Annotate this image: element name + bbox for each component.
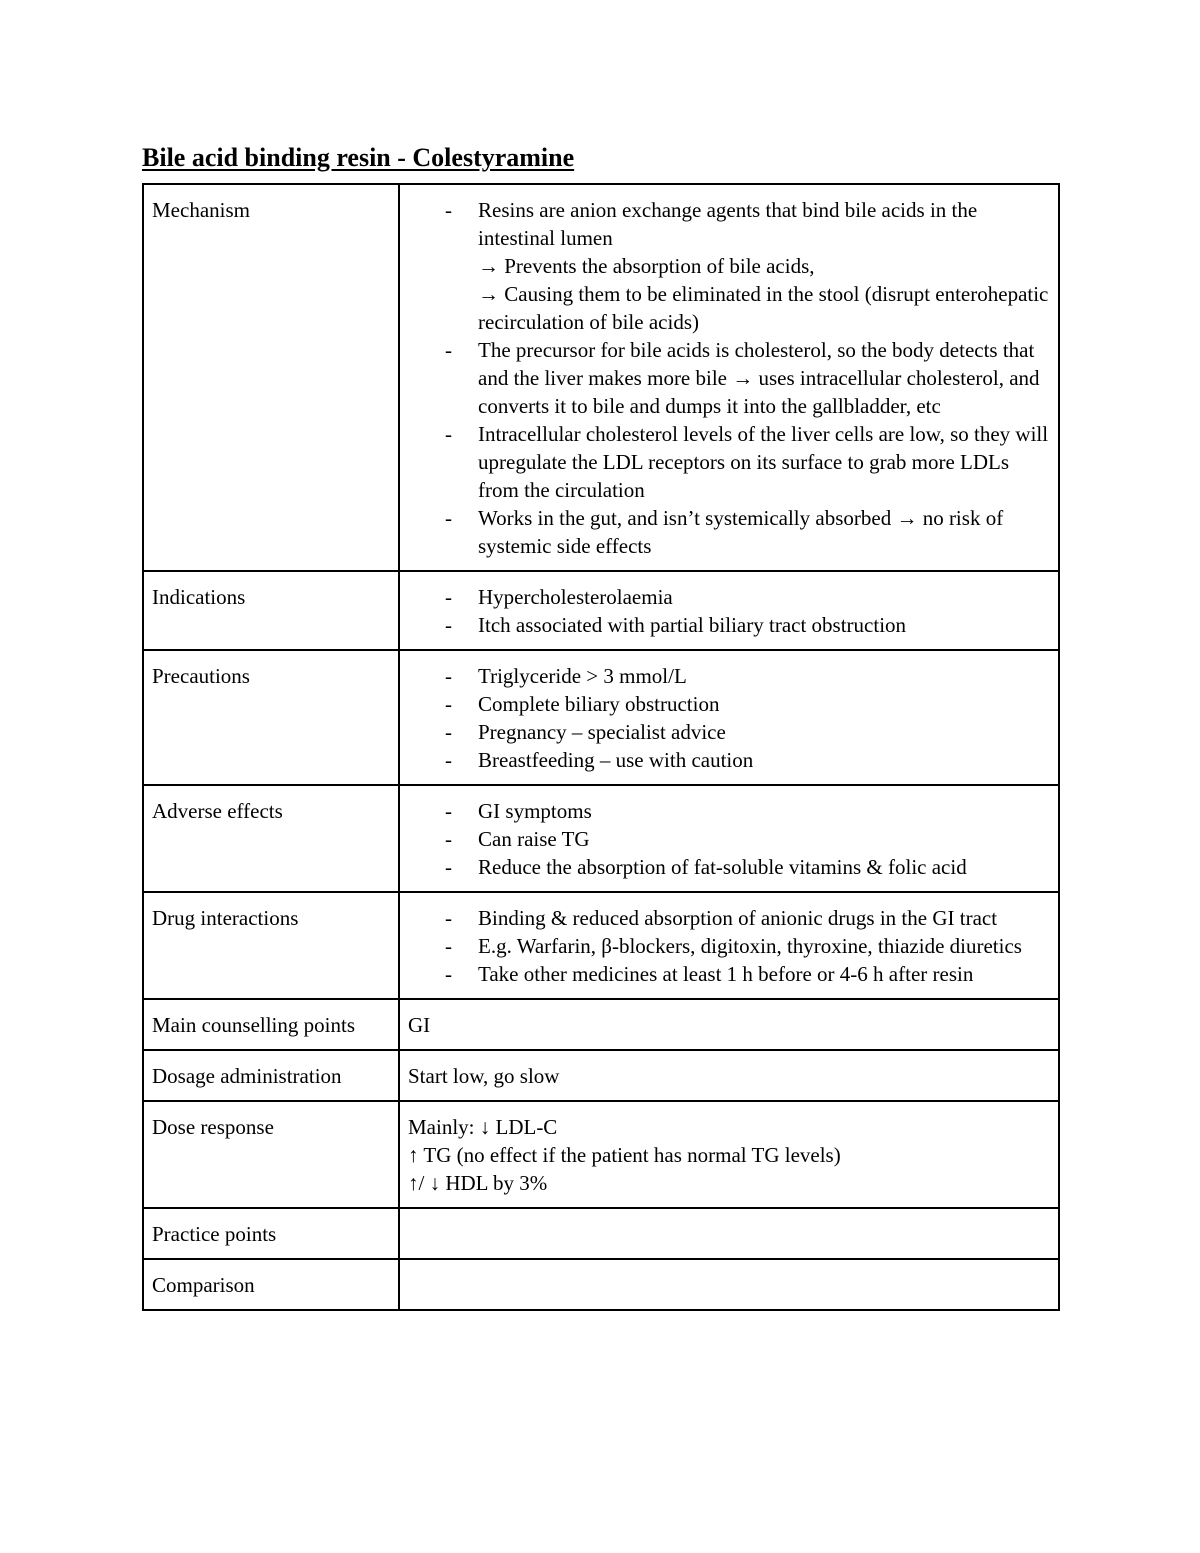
row-content bbox=[399, 1101, 1059, 1208]
row-label: Mechanism bbox=[143, 184, 399, 571]
list-item: - Pregnancy – specialist advice bbox=[478, 718, 1050, 746]
text-line: ↑ TG (no effect if the patient has normal TG levels) bbox=[408, 1143, 841, 1167]
bullet-list bbox=[408, 662, 1050, 774]
table-row-mechanism bbox=[143, 184, 1059, 571]
table-row-adverse-effects bbox=[143, 785, 1059, 892]
list-item: - GI symptoms bbox=[478, 797, 1050, 825]
drug-info-table bbox=[142, 183, 1060, 1311]
list-item: - The precursor for bile acids is cholesterol, so the body detects that and the liver makes more bile → uses intracellular cholesterol, and converts it to bile and dumps it into the gallbladder, etc bbox=[478, 336, 1050, 420]
row-label: Dosage administration bbox=[143, 1050, 399, 1101]
row-content bbox=[399, 785, 1059, 892]
sub-point: → Prevents the absorption of bile acids, bbox=[478, 254, 815, 278]
row-label: Adverse effects bbox=[143, 785, 399, 892]
row-content: GI bbox=[399, 999, 1059, 1050]
bullet-text: Resins are anion exchange agents that bind bile acids in the intestinal lumen bbox=[478, 198, 978, 250]
bullet-list bbox=[408, 904, 1050, 988]
list-item: - Can raise TG bbox=[478, 825, 1050, 853]
row-content bbox=[399, 1208, 1059, 1259]
row-label: Indications bbox=[143, 571, 399, 650]
list-item: - E.g. Warfarin, β-blockers, digitoxin, thyroxine, thiazide diuretics bbox=[478, 932, 1050, 960]
list-item: - Works in the gut, and isn’t systemically absorbed → no risk of systemic side effects bbox=[478, 504, 1050, 560]
row-content bbox=[399, 650, 1059, 785]
row-label: Practice points bbox=[143, 1208, 399, 1259]
bullet-list bbox=[408, 797, 1050, 881]
list-item: - Reduce the absorption of fat-soluble vitamins & folic acid bbox=[478, 853, 1050, 881]
text-line: Mainly: ↓ LDL-C bbox=[408, 1115, 558, 1139]
list-item: - Take other medicines at least 1 h before or 4-6 h after resin bbox=[478, 960, 1050, 988]
table-row-drug-interactions bbox=[143, 892, 1059, 999]
row-label: Comparison bbox=[143, 1259, 399, 1310]
list-item: - Complete biliary obstruction bbox=[478, 690, 1050, 718]
bullet-list bbox=[408, 196, 1050, 560]
row-content bbox=[399, 184, 1059, 571]
row-label: Dose response bbox=[143, 1101, 399, 1208]
list-item bbox=[478, 196, 1050, 336]
row-content bbox=[399, 1259, 1059, 1310]
row-content: Start low, go slow bbox=[399, 1050, 1059, 1101]
list-item: - Breastfeeding – use with caution bbox=[478, 746, 1050, 774]
list-item: - Intracellular cholesterol levels of the liver cells are low, so they will upregulate the LDL receptors on its surface to grab more LDLs from the circulation bbox=[478, 420, 1050, 504]
row-label: Precautions bbox=[143, 650, 399, 785]
sub-point: → Causing them to be eliminated in the stool (disrupt enterohepatic recirculation of bile acids) bbox=[478, 282, 1049, 334]
row-content bbox=[399, 571, 1059, 650]
text-line: ↑/ ↓ HDL by 3% bbox=[408, 1171, 548, 1195]
list-item: - Itch associated with partial biliary tract obstruction bbox=[478, 611, 1050, 639]
bullet-list bbox=[408, 583, 1050, 639]
page-title: Bile acid binding resin - Colestyramine bbox=[142, 143, 575, 172]
table-row-counselling bbox=[143, 999, 1059, 1050]
table-row-dose-response bbox=[143, 1101, 1059, 1208]
table-row-practice-points bbox=[143, 1208, 1059, 1259]
row-content bbox=[399, 892, 1059, 999]
row-label: Drug interactions bbox=[143, 892, 399, 999]
list-item: - Triglyceride > 3 mmol/L bbox=[478, 662, 1050, 690]
row-label: Main counselling points bbox=[143, 999, 399, 1050]
table-row-precautions bbox=[143, 650, 1059, 785]
table-row-dosage bbox=[143, 1050, 1059, 1101]
list-item: - Binding & reduced absorption of anionic drugs in the GI tract bbox=[478, 904, 1050, 932]
table-row-comparison bbox=[143, 1259, 1059, 1310]
list-item: - Hypercholesterolaemia bbox=[478, 583, 1050, 611]
table-row-indications bbox=[143, 571, 1059, 650]
